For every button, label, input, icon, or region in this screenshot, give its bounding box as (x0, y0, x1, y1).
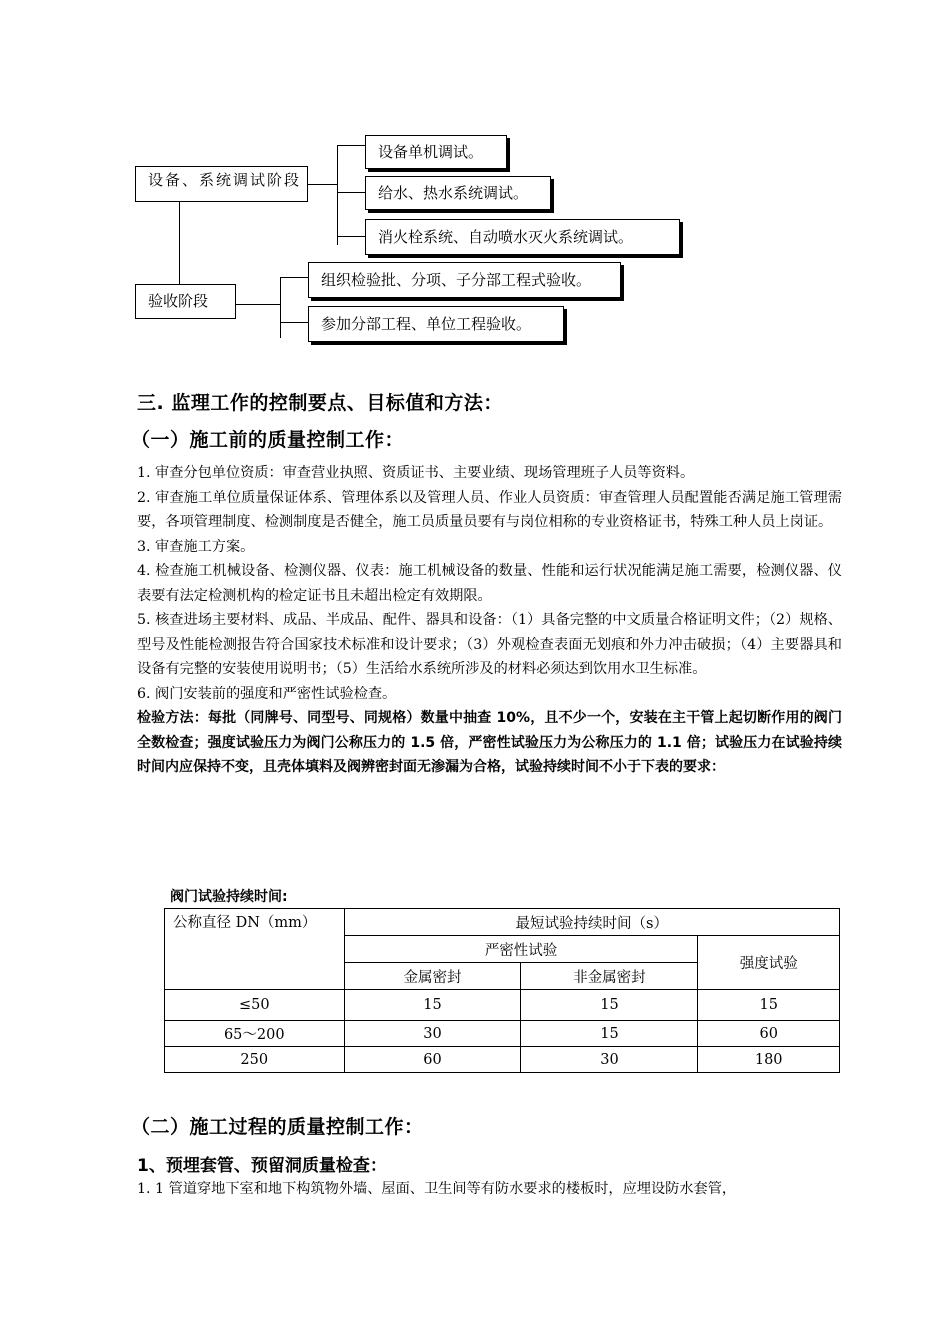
table-caption: 阀门试验持续时间: (170, 889, 288, 905)
item-label: 设备单机调试。 (378, 143, 484, 161)
list-item: 6. 阀门安装前的强度和严密性试验检查。 (137, 685, 397, 702)
cell: 60 (698, 1021, 840, 1047)
item-label: 消火栓系统、自动喷水灭火系统调试。 (378, 228, 634, 246)
cell: 250 (165, 1047, 345, 1073)
header-metal: 金属密封 (344, 963, 521, 990)
list-item: 1. 1 管道穿地下室和地下构筑物外墙、屋面、卫生间等有防水要求的楼板时，应埋设防水套管， (137, 1181, 737, 1197)
table-row (165, 990, 840, 1021)
checklist (137, 461, 842, 780)
table-row (165, 1021, 840, 1047)
cell: 15 (521, 990, 698, 1021)
body-text (137, 1177, 842, 1202)
cell: 15 (521, 1021, 698, 1047)
header-time: 最短试验持续时间（s） (344, 909, 839, 936)
table-row (165, 1047, 840, 1073)
stage-box-label: 验收阶段 (148, 292, 209, 310)
item-box (365, 135, 507, 169)
item-label: 给水、热水系统调试。 (378, 184, 529, 202)
subsection-title: （二）施工过程的质量控制工作： (131, 1116, 424, 1138)
cell: ≤50 (165, 990, 345, 1021)
stage-box-label: 设备、系统调试阶段 (148, 171, 302, 189)
subsection-title: （一）施工前的质量控制工作： (131, 429, 405, 451)
cell: 15 (698, 990, 840, 1021)
connector-line (179, 202, 180, 284)
connector-line (337, 145, 365, 146)
header-tightness: 严密性试验 (344, 936, 698, 963)
item-box (308, 306, 564, 342)
header-dn (165, 909, 345, 990)
item-title: 1、预埋套管、预留洞质量检查： (137, 1156, 387, 1176)
connector-line (280, 277, 308, 278)
stage-box-debugging (135, 166, 308, 202)
list-item: 3. 审查施工方案。 (137, 538, 255, 555)
item-box (308, 262, 621, 298)
list-item: 4. 检查施工机械设备、检测仪器、仪表：施工机械设备的数量、性能和运行状况能满足施工需要，检测仪器、仪表要有法定检测机构的检定证书且未超出检定有效期限。 (137, 563, 842, 604)
item-box (365, 219, 680, 255)
cell: 60 (344, 1047, 521, 1073)
cell: 65～200 (165, 1021, 345, 1047)
connector-line (280, 277, 281, 338)
valve-test-table (164, 908, 840, 1073)
item-label: 参加分部工程、单位工程验收。 (321, 315, 532, 333)
section-title: 三. 监理工作的控制要点、目标值和方法： (137, 392, 503, 414)
cell: 15 (344, 990, 521, 1021)
connector-line (308, 184, 337, 185)
header-nonmetal: 非金属密封 (521, 963, 698, 990)
stage-box-acceptance (135, 284, 236, 319)
connector-line (337, 192, 365, 193)
header-strength: 强度试验 (698, 936, 840, 990)
connector-line (337, 236, 365, 237)
header-label: 公称直径 DN（mm） (173, 915, 317, 931)
connector-line (337, 145, 338, 245)
list-item: 2. 审查施工单位质量保证体系、管理体系以及管理人员、作业人员资质：审查管理人员配置能否满足施工管理需要，各项管理制度、检测制度是否健全，施工员质量员要有与岗位相称的专业资格证书，特殊工种人员上岗证。 (137, 489, 842, 530)
inspection-method: 检验方法：每批（同牌号、同型号、同规格）数量中抽查 10%，且不少一个，安装在主干管上起切断作用的阀门全数检查；强度试验压力为阀门公称压力的 1.5 倍，严密性试验压力为公称压力的 1.1 倍；试验压力在试验持续时间内应保持不变，且壳体填料及阀辨密封面无渗漏为合格，试验持续时间不小于下表的要求： (137, 710, 842, 775)
item-label: 组织检验批、分项、子分部工程式验收。 (321, 271, 592, 289)
connector-line (280, 322, 308, 323)
list-item: 1. 审查分包单位资质：审查营业执照、资质证书、主要业绩、现场管理班子人员等资料。 (137, 465, 695, 481)
cell: 30 (344, 1021, 521, 1047)
list-item: 5. 核查进场主要材料、成品、半成品、配件、器具和设备：（1）具备完整的中文质量合格证明文件；（2）规格、型号及性能检测报告符合国家技术标准和设计要求；（3）外观检查表面无划痕和外力冲击破损；（4）主要器具和设备有完整的安装使用说明书；（5）生活给水系统所涉及的材料必须达到饮用水卫生标准。 (137, 612, 842, 677)
cell: 30 (521, 1047, 698, 1073)
cell: 180 (698, 1047, 840, 1073)
item-box (365, 176, 551, 210)
connector-line (236, 304, 280, 305)
